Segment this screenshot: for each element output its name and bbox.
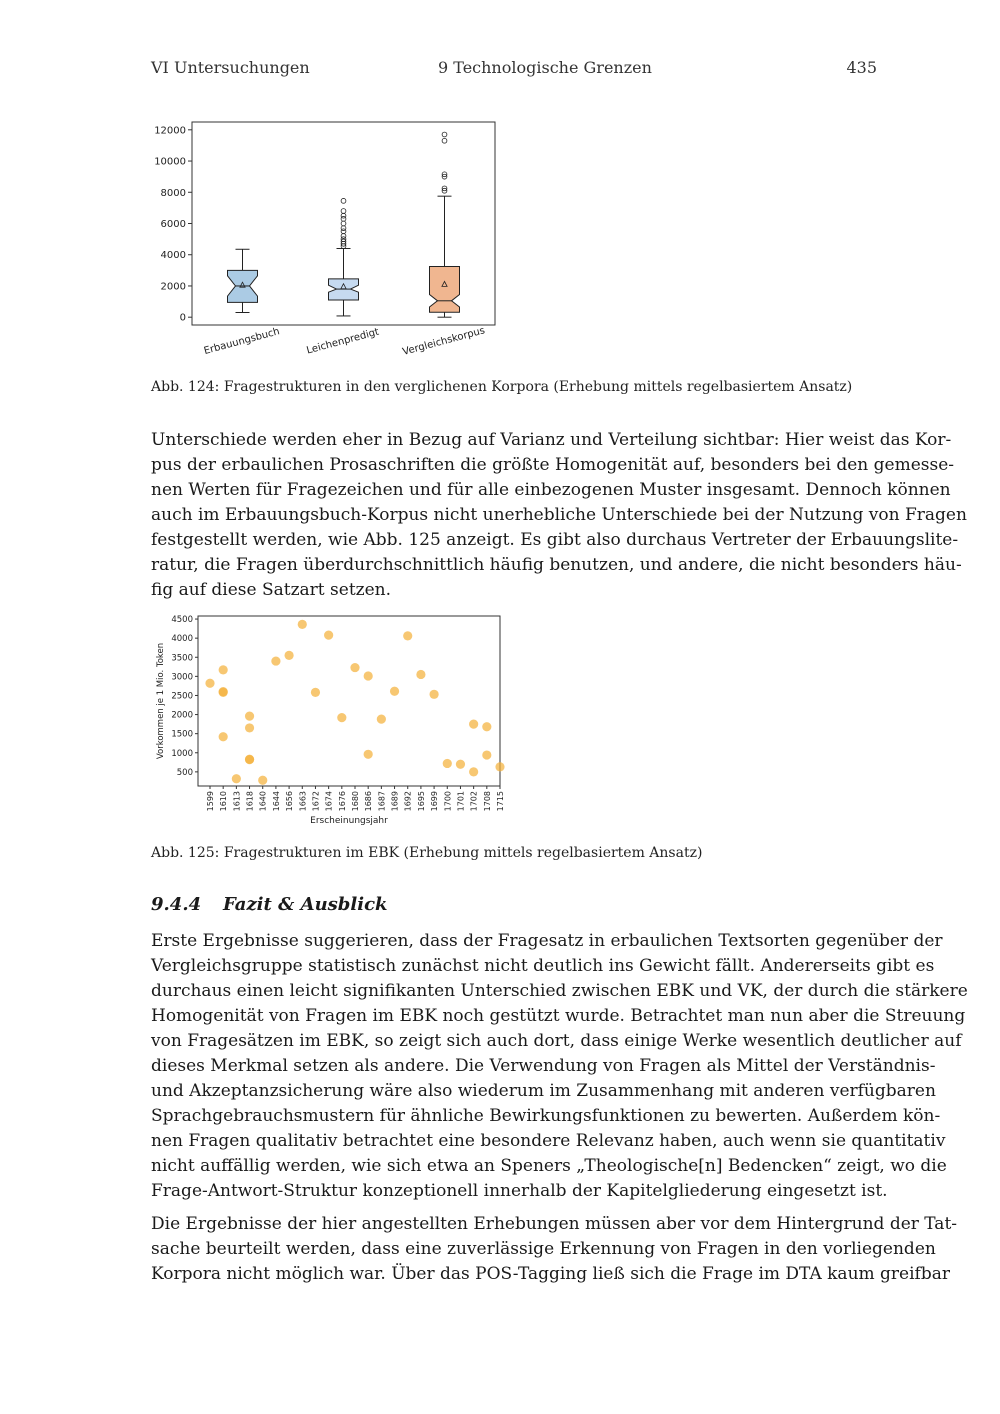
- text-line: Unterschiede werden eher in Bezug auf Varianz und Verteilung sichtbar: Hier weist das Kor-: [151, 430, 952, 450]
- header-chapter: 9 Technologische Grenzen: [438, 58, 652, 77]
- y-tick-label: 2500: [171, 691, 193, 702]
- data-point: [311, 688, 320, 697]
- text-line: von Fragesätzen im EBK, so zeigt sich auch dort, dass einige Werke wesentlich deutlicher auf: [151, 1031, 962, 1051]
- text-line: fig auf diese Satzart setzen.: [151, 580, 392, 600]
- y-tick-label: 12000: [154, 125, 186, 137]
- data-point: [469, 767, 478, 776]
- outlier-point: [341, 221, 346, 226]
- figure-124-caption: Abb. 124: Fragestrukturen in den verglichenen Korpora (Erhebung mittels regelbasiertem Ansatz): [151, 379, 853, 395]
- y-tick-label: 8000: [160, 187, 186, 199]
- outlier-point: [341, 213, 346, 218]
- data-point: [219, 688, 228, 697]
- x-tick-label: 1692: [403, 791, 413, 812]
- data-point: [219, 732, 228, 741]
- text-line: festgestellt werden, wie Abb. 125 anzeigt. Es gibt also durchaus Vertreter der Erbauungslite-: [151, 530, 959, 550]
- y-tick-label: 500: [176, 767, 193, 778]
- data-point: [284, 651, 293, 660]
- data-point: [245, 711, 254, 720]
- x-tick-label: 1674: [324, 791, 334, 812]
- text-line: Erste Ergebnisse suggerieren, dass der Fragesatz in erbaulichen Textsorten gegenüber der: [151, 931, 943, 951]
- outlier-point: [341, 209, 346, 214]
- x-tick-label: 1618: [245, 791, 255, 812]
- y-tick-label: 1500: [171, 729, 193, 740]
- data-point: [258, 776, 267, 785]
- text-line: durchaus einen leicht signifikanten Unterschied zwischen EBK und VK, der durch die stärkere: [151, 981, 968, 1001]
- outlier-point: [341, 198, 346, 203]
- x-tick-label: 1663: [298, 791, 308, 812]
- y-tick-label: 0: [179, 312, 186, 324]
- y-tick-label: 10000: [154, 156, 186, 168]
- page-number: 435: [846, 58, 877, 77]
- paragraph-2: [151, 929, 968, 1204]
- outlier-point: [442, 132, 447, 137]
- x-tick-label: 1676: [337, 791, 347, 812]
- y-tick-label: 1000: [171, 748, 193, 759]
- x-tick-label: 1715: [496, 791, 505, 812]
- header-part: VI Untersuchungen: [151, 58, 310, 77]
- data-point: [245, 723, 254, 732]
- figure-125-caption: Abb. 125: Fragestrukturen im EBK (Erhebung mittels regelbasiertem Ansatz): [151, 845, 703, 861]
- data-point: [245, 755, 254, 764]
- y-tick-label: 4000: [160, 250, 186, 262]
- y-axis-label: Vorkommen je 1 Mio. Token: [156, 642, 166, 760]
- paragraph-3: [151, 1212, 958, 1287]
- running-header: [151, 58, 877, 82]
- text-line: Vergleichsgruppe statistisch zunächst nicht deutlich ins Gewicht fällt. Andererseits gibt es: [151, 956, 935, 976]
- box-leichenpredigt: [329, 198, 359, 315]
- data-point: [482, 750, 491, 759]
- y-tick-label: 6000: [160, 219, 186, 230]
- text-line: nicht auffällig werden, wie sich etwa an Speners „Theologische[n] Bedencken“ zeigt, wo die: [151, 1156, 947, 1176]
- data-point: [495, 762, 504, 771]
- x-tick-label: 1702: [469, 791, 479, 812]
- scatter-figure: [151, 612, 511, 834]
- x-tick-label: 1686: [364, 791, 374, 812]
- data-point: [337, 713, 346, 722]
- x-tick-label: 1700: [443, 791, 453, 812]
- data-point: [443, 759, 452, 768]
- x-tick-label: 1699: [430, 791, 440, 812]
- text-line: und Akzeptanzsicherung wäre also wiederum im Zusammenhang mit anderen verfügbaren: [151, 1081, 936, 1101]
- text-line: pus der erbaulichen Prosaschriften die größte Homogenität auf, besonders bei den gemesse-: [151, 455, 955, 475]
- data-point: [390, 687, 399, 696]
- x-category-label: Leichenpredigt: [305, 326, 381, 357]
- x-tick-label: 1610: [219, 791, 229, 812]
- x-tick-label: 1613: [232, 791, 242, 812]
- data-point: [482, 722, 491, 731]
- text-line: Sprachgebrauchsmustern für ähnliche Bewirkungsfunktionen zu bewerten. Außerdem kön-: [151, 1106, 941, 1126]
- outlier-point: [341, 226, 346, 231]
- data-point: [469, 720, 478, 729]
- notched-box: [430, 266, 460, 312]
- data-point: [456, 760, 465, 769]
- text-line: sache beurteilt werden, dass eine zuverlässige Erkennung von Fragen in den vorliegenden: [151, 1239, 936, 1259]
- x-tick-label: 1689: [390, 791, 400, 812]
- data-point: [377, 715, 386, 724]
- text-line: Korpora nicht möglich war. Über das POS-Tagging ließ sich die Frage im DTA kaum greifbar: [151, 1264, 950, 1284]
- x-category-label: Vergleichskorpus: [401, 325, 487, 358]
- y-tick-label: 2000: [160, 281, 186, 293]
- plot-frame: [198, 616, 500, 786]
- outlier-point: [442, 138, 447, 143]
- y-tick-label: 4500: [171, 615, 193, 626]
- x-tick-label: 1695: [416, 791, 426, 812]
- text-line: Die Ergebnisse der hier angestellten Erhebungen müssen aber vor dem Hintergrund der Tat-: [151, 1214, 958, 1234]
- data-point: [232, 774, 241, 783]
- y-tick-label: 3000: [171, 672, 193, 683]
- text-line: auch im Erbauungsbuch-Korpus nicht unerhebliche Unterschiede bei der Nutzung von Fragen: [151, 505, 967, 525]
- outlier-point: [341, 234, 346, 239]
- paragraph-1: [151, 428, 967, 603]
- data-point: [219, 665, 228, 674]
- text-line: nen Werten für Fragezeichen und für alle einbezogenen Muster insgesamt. Dennoch können: [151, 480, 951, 500]
- data-point: [403, 631, 412, 640]
- data-point: [364, 750, 373, 759]
- x-tick-label: 1672: [311, 791, 321, 812]
- x-tick-label: 1687: [377, 791, 387, 812]
- text-line: dieses Merkmal setzen als andere. Die Verwendung von Fragen als Mittel der Verständnis-: [151, 1056, 936, 1076]
- box-vergleichskorpus: [430, 132, 460, 317]
- x-tick-label: 1599: [206, 791, 215, 812]
- y-tick-label: 2000: [171, 710, 193, 721]
- text-line: Homogenität von Fragen im EBK noch gestützt wurde. Betrachtet man nun aber die Streuung: [151, 1006, 966, 1026]
- data-point: [205, 679, 214, 688]
- data-point: [350, 663, 359, 672]
- data-point: [324, 631, 333, 640]
- boxplot-figure: [151, 118, 511, 368]
- section-number: 9.4.4: [151, 894, 202, 915]
- data-point: [271, 656, 280, 665]
- text-line: Frage-Antwort-Struktur konzeptionell innerhalb der Kapitelgliederung eingesetzt ist.: [151, 1181, 888, 1201]
- text-line: nen Fragen qualitativ betrachtet eine besondere Relevanz haben, auch wenn sie quantitativ: [151, 1131, 946, 1151]
- data-point: [416, 670, 425, 679]
- y-tick-label: 3500: [171, 653, 193, 664]
- x-tick-label: 1640: [258, 791, 268, 812]
- x-tick-label: 1708: [482, 791, 492, 812]
- x-tick-label: 1644: [271, 791, 281, 812]
- x-tick-label: 1701: [456, 791, 466, 812]
- data-point: [364, 671, 373, 680]
- section-title: Fazit & Ausblick: [223, 894, 388, 915]
- y-tick-label: 4000: [171, 634, 193, 645]
- x-axis-label: Erscheinungsjahr: [310, 816, 388, 826]
- text-line: ratur, die Fragen überdurchschnittlich häufig benutzen, und andere, die nicht besonders häu-: [151, 555, 962, 575]
- x-category-label: Erbauungsbuch: [202, 326, 281, 357]
- x-tick-label: 1656: [285, 791, 295, 812]
- x-tick-label: 1680: [351, 791, 360, 812]
- data-point: [298, 620, 307, 629]
- section-heading: [151, 894, 388, 915]
- data-point: [429, 690, 438, 699]
- box-erbauungsbuch: [228, 249, 258, 312]
